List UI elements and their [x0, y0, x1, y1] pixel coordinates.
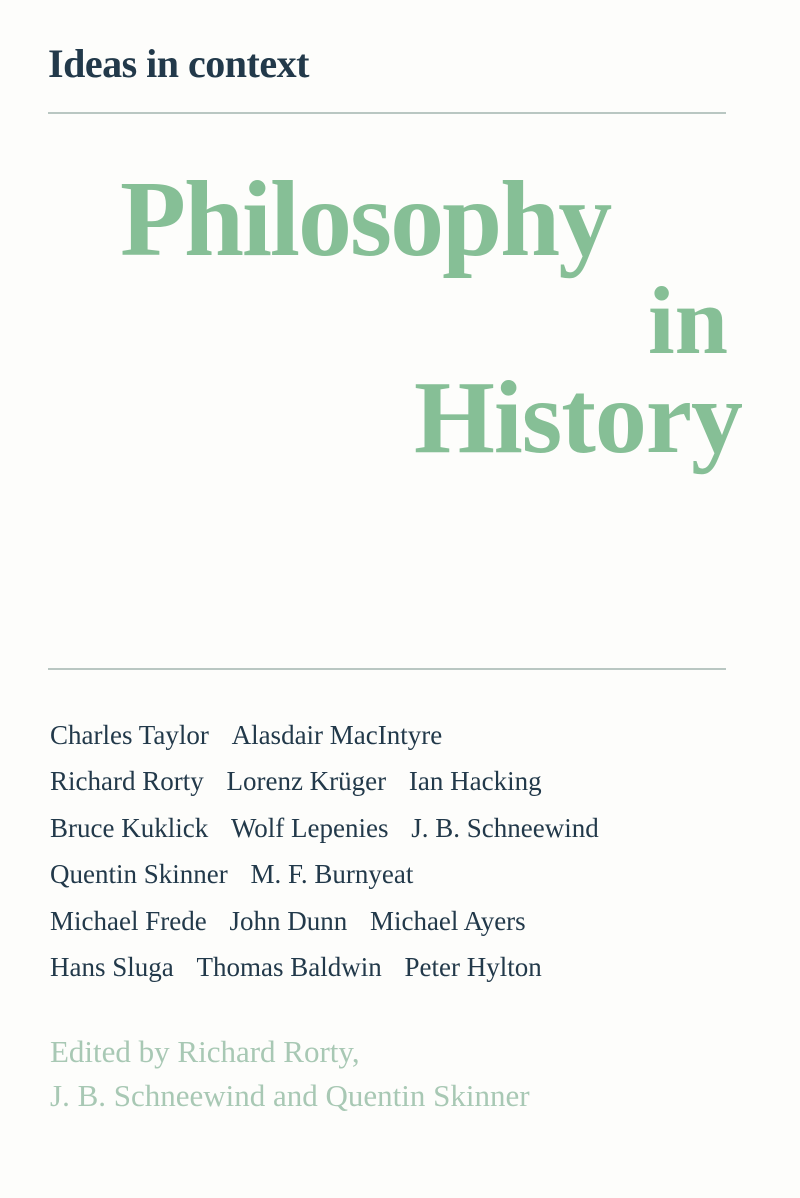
contributor-row — [50, 712, 740, 758]
contributor-name: Quentin Skinner — [50, 859, 228, 890]
editor-credit — [50, 1030, 750, 1118]
book-title — [48, 160, 748, 590]
divider-bottom — [48, 668, 726, 670]
contributor-name: Richard Rorty — [50, 766, 204, 797]
contributor-name: Michael Frede — [50, 905, 207, 936]
contributor-name: J. B. Schneewind — [411, 812, 599, 843]
contributor-name: Ian Hacking — [408, 766, 542, 797]
contributor-name: Alasdair MacIntyre — [231, 720, 443, 750]
book-title-line-2: in — [647, 267, 728, 375]
contributor-list — [50, 712, 740, 991]
book-title-line-1: Philosophy — [120, 160, 611, 279]
contributor-name: Charles Taylor — [50, 720, 209, 750]
contributor-row — [50, 805, 740, 851]
series-title: Ideas in context — [48, 41, 309, 86]
contributor-row — [50, 944, 740, 990]
contributor-name: Wolf Lepenies — [230, 812, 389, 843]
contributor-row — [50, 851, 740, 897]
contributor-name: John Dunn — [229, 905, 348, 936]
contributor-name: Bruce Kuklick — [50, 812, 209, 843]
contributor-row — [50, 898, 740, 944]
divider-top — [48, 112, 726, 114]
contributor-name: Lorenz Krüger — [226, 766, 387, 797]
contributor-name: M. F. Burnyeat — [250, 859, 414, 890]
contributor-row — [50, 758, 740, 804]
contributor-name: Michael Ayers — [369, 905, 526, 936]
book-title-line-3: History — [413, 359, 742, 475]
contributor-name: Thomas Baldwin — [196, 952, 382, 983]
editor-credit-line-2: J. B. Schneewind and Quentin Skinner — [50, 1078, 530, 1114]
contributor-name: Peter Hylton — [404, 952, 542, 983]
contributor-name: Hans Sluga — [50, 952, 174, 983]
editor-credit-line-1: Edited by Richard Rorty, — [50, 1034, 360, 1069]
